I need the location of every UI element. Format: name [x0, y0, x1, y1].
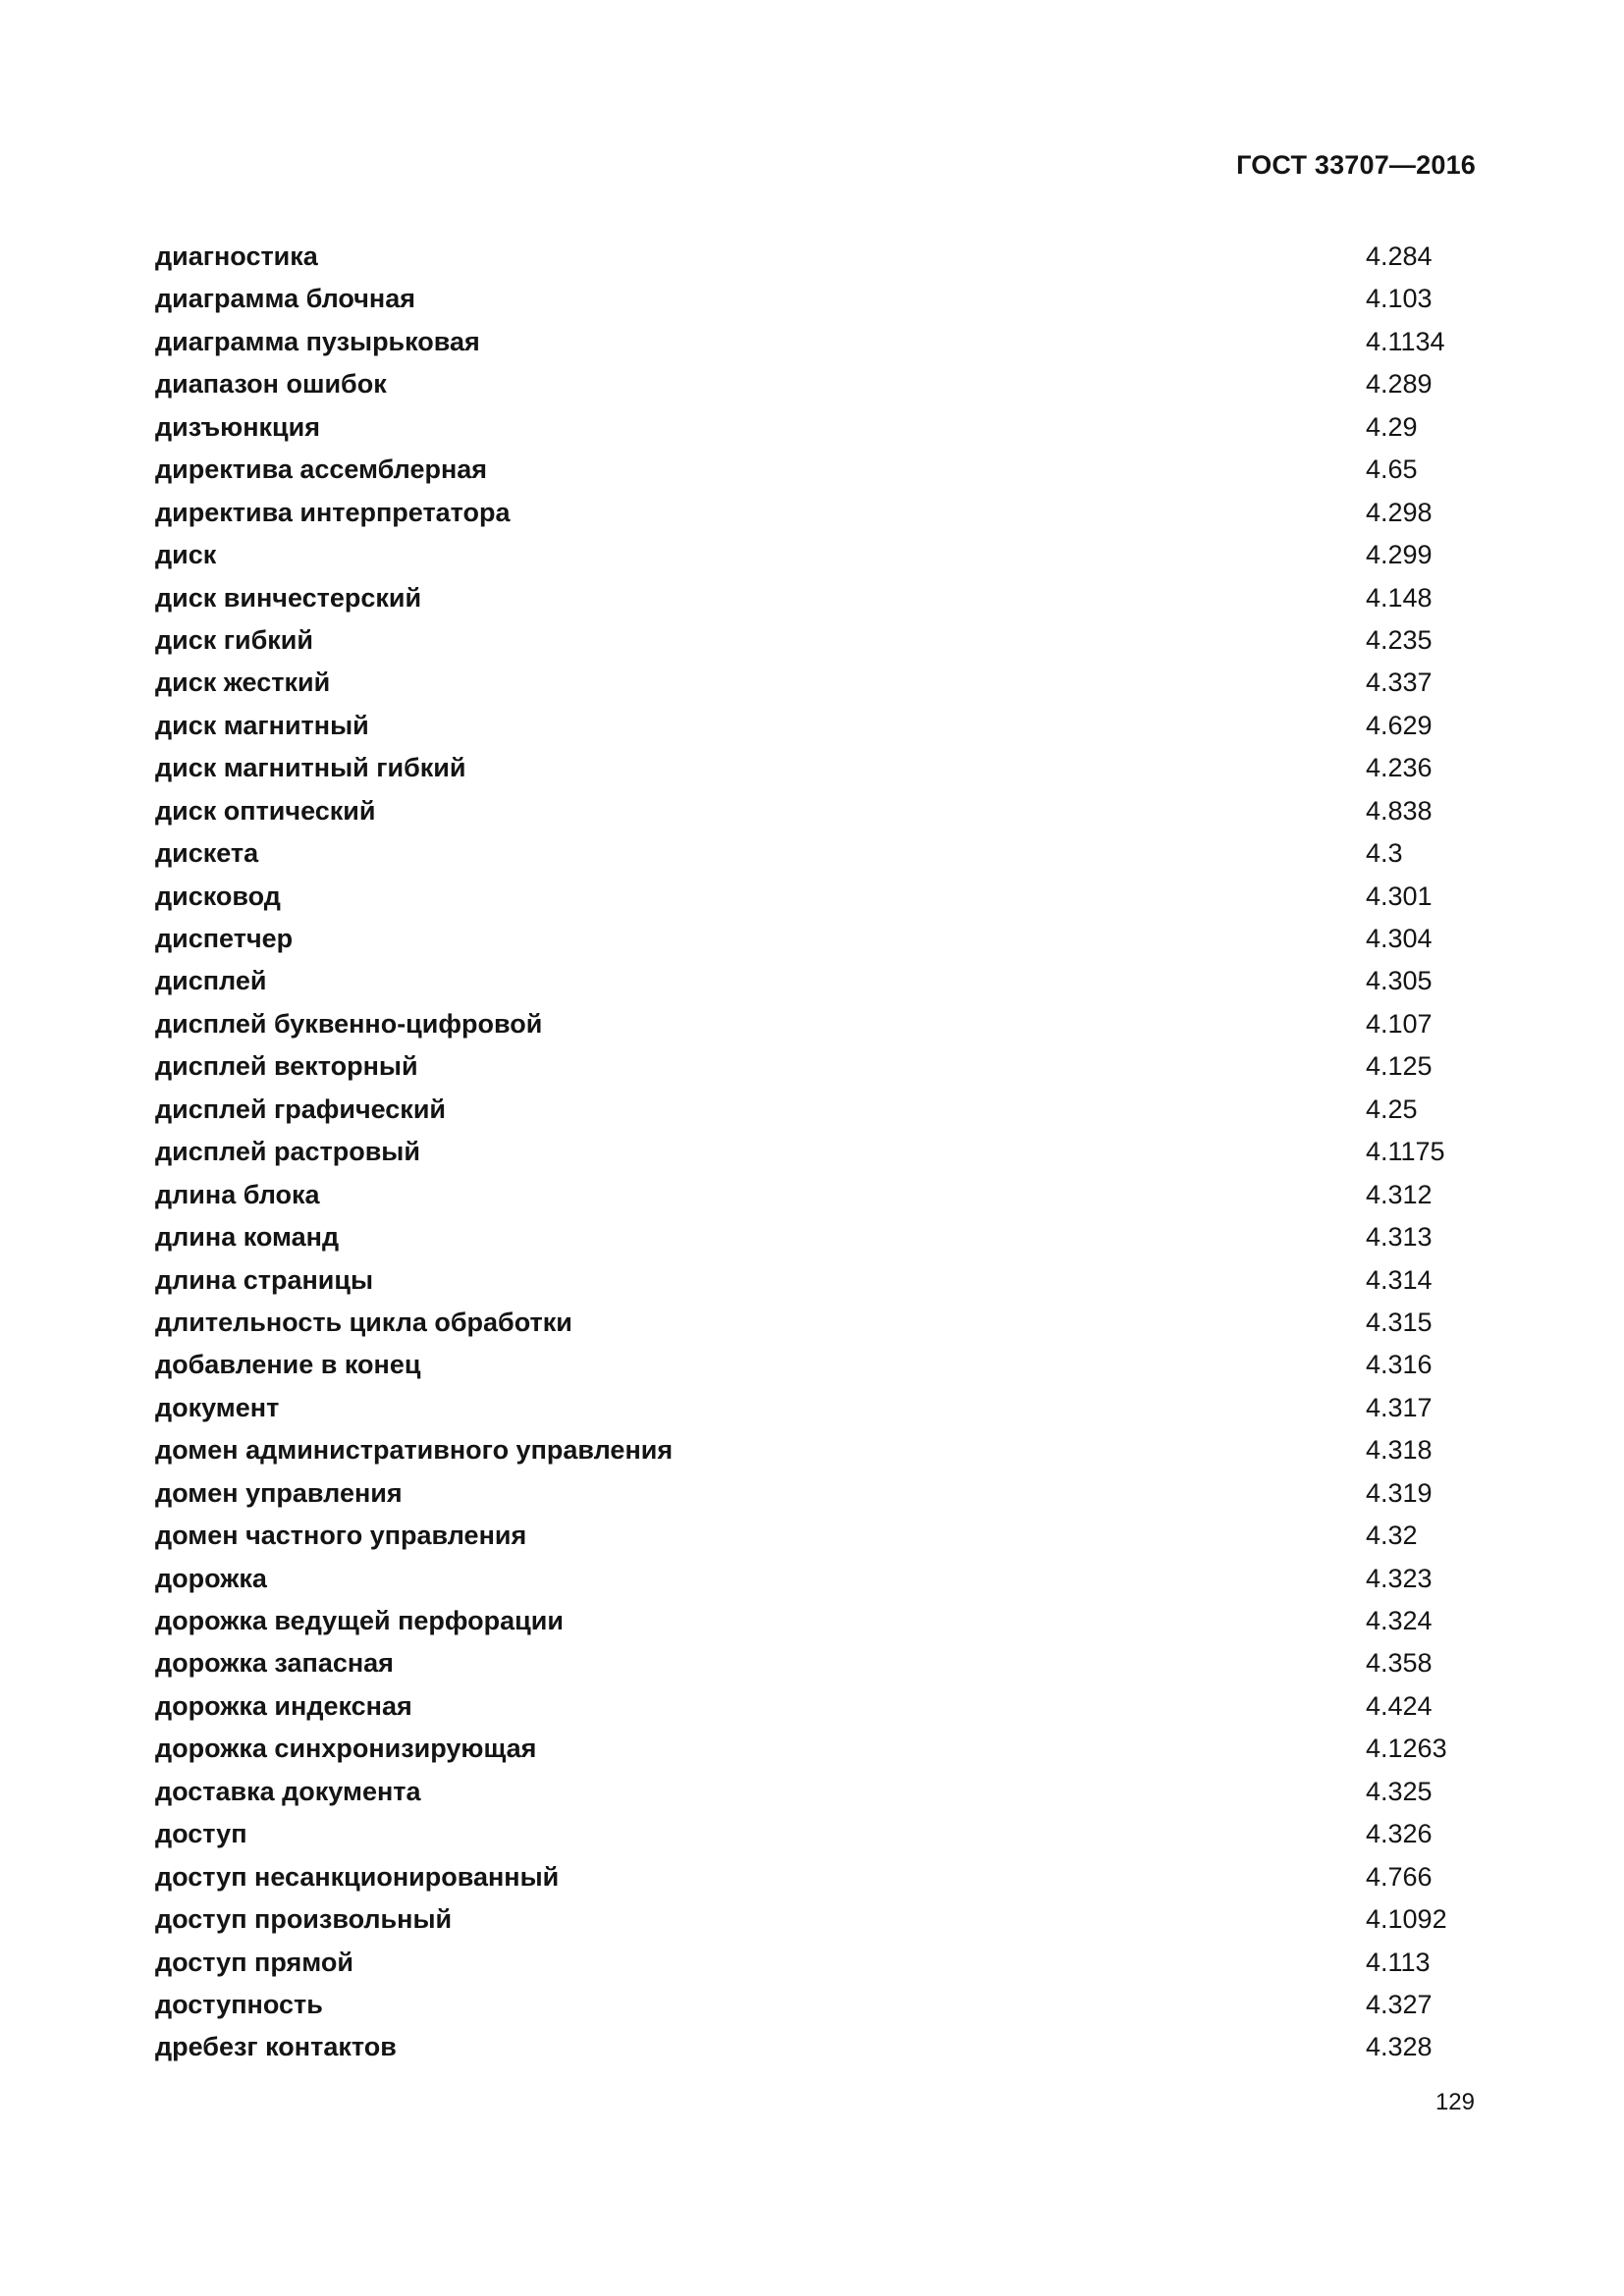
index-entry	[155, 278, 1490, 320]
index-entry	[155, 577, 1490, 619]
index-term: диапазон ошибок	[155, 369, 387, 400]
index-entry	[155, 1856, 1490, 1898]
index-term: диск магнитный гибкий	[155, 753, 466, 783]
index-entry	[155, 1429, 1490, 1471]
index-entry	[155, 1344, 1490, 1386]
index-term: добавление в конец	[155, 1350, 421, 1380]
index-term: диск	[155, 540, 217, 570]
index-entry	[155, 534, 1490, 576]
index-ref: 4.298	[1366, 497, 1433, 527]
index-entry	[155, 236, 1490, 278]
index-ref: 4.424	[1366, 1690, 1433, 1721]
index-ref: 4.29	[1366, 411, 1418, 442]
index-term: дорожка запасная	[155, 1648, 394, 1679]
index-term: диск жесткий	[155, 667, 331, 698]
index-entry	[155, 1131, 1490, 1173]
index-entry	[155, 1515, 1490, 1557]
index-entry	[155, 1813, 1490, 1855]
index-ref: 4.32	[1366, 1521, 1418, 1551]
index-entry	[155, 1898, 1490, 1941]
index-entry	[155, 747, 1490, 789]
index-ref: 4.3	[1366, 838, 1403, 869]
index-term: дребезг контактов	[155, 2032, 397, 2062]
index-ref: 4.148	[1366, 582, 1433, 613]
index-entry	[155, 1216, 1490, 1258]
index-term: дисковод	[155, 881, 281, 911]
index-term: длина блока	[155, 1179, 320, 1209]
index-term: диск гибкий	[155, 624, 313, 655]
index-entry	[155, 918, 1490, 960]
index-term: доступ несанкционированный	[155, 1861, 560, 1892]
index-term: домен управления	[155, 1477, 403, 1508]
index-entry	[155, 1174, 1490, 1216]
index-ref: 4.316	[1366, 1350, 1433, 1380]
index-entry	[155, 1728, 1490, 1770]
index-ref: 4.113	[1366, 1947, 1431, 1977]
index-ref: 4.319	[1366, 1477, 1433, 1508]
index-entry	[155, 449, 1490, 491]
index-entry	[155, 832, 1490, 875]
index-entry	[155, 1642, 1490, 1684]
index-term: дизъюнкция	[155, 411, 320, 442]
index-term: доступ	[155, 1819, 247, 1849]
index-term: длина страницы	[155, 1264, 374, 1295]
index-ref: 4.304	[1366, 924, 1433, 953]
index-term: диспетчер	[155, 924, 294, 953]
index-ref: 4.317	[1366, 1392, 1433, 1422]
index-term: доступ произвольный	[155, 1904, 453, 1935]
index-ref: 4.838	[1366, 795, 1433, 826]
index-entry	[155, 662, 1490, 704]
index-ref: 4.305	[1366, 966, 1433, 996]
index-entry	[155, 1089, 1490, 1131]
index-term: доставка документа	[155, 1776, 421, 1806]
index-term: диск винчестерский	[155, 582, 422, 613]
index-ref: 4.318	[1366, 1435, 1433, 1466]
index-entry	[155, 1387, 1490, 1429]
index-entry	[155, 1600, 1490, 1642]
document-header: ГОСТ 33707—2016	[1236, 150, 1476, 180]
index-ref: 4.315	[1366, 1307, 1433, 1337]
index-entry	[155, 321, 1490, 363]
index-term: дорожка индексная	[155, 1690, 412, 1721]
index-ref: 4.312	[1366, 1179, 1433, 1209]
index-ref: 4.125	[1366, 1051, 1433, 1082]
index-entry	[155, 1685, 1490, 1728]
index-term: дисплей	[155, 966, 267, 996]
index-entry	[155, 492, 1490, 534]
index-ref: 4.337	[1366, 667, 1433, 698]
index-ref: 4.314	[1366, 1264, 1433, 1295]
index-term: дорожка ведущей перфорации	[155, 1606, 564, 1635]
index-ref: 4.299	[1366, 540, 1433, 570]
index-entry	[155, 1472, 1490, 1515]
index-ref: 4.326	[1366, 1819, 1433, 1849]
index-term: дисплей буквенно-цифровой	[155, 1008, 543, 1039]
index-ref: 4.284	[1366, 241, 1433, 271]
index-ref: 4.323	[1366, 1563, 1433, 1593]
index-term: документ	[155, 1392, 280, 1422]
index-term: диагностика	[155, 241, 318, 271]
index-entry	[155, 1045, 1490, 1088]
index-term: доступ прямой	[155, 1947, 353, 1977]
index-ref: 4.358	[1366, 1648, 1433, 1679]
index-entry	[155, 1558, 1490, 1600]
index-entry	[155, 619, 1490, 662]
index-ref: 4.103	[1366, 284, 1433, 314]
index-term: длительность цикла обработки	[155, 1307, 572, 1337]
index-term: домен частного управления	[155, 1521, 527, 1551]
index-term: дисплей графический	[155, 1094, 447, 1124]
index-ref: 4.1134	[1366, 326, 1445, 356]
index-term: дорожка	[155, 1563, 267, 1593]
index-entry	[155, 1003, 1490, 1045]
index-entry	[155, 960, 1490, 1002]
index-entry	[155, 363, 1490, 405]
index-entry	[155, 1984, 1490, 2026]
index-ref: 4.236	[1366, 753, 1433, 783]
index-entry	[155, 1259, 1490, 1302]
index-entry	[155, 1942, 1490, 1984]
index-entry	[155, 2026, 1490, 2068]
index-ref: 4.629	[1366, 710, 1433, 740]
index-entry	[155, 790, 1490, 832]
index-ref: 4.1175	[1366, 1137, 1445, 1167]
index-term: длина команд	[155, 1222, 340, 1253]
index-entry	[155, 876, 1490, 918]
index-ref: 4.324	[1366, 1606, 1433, 1635]
index-ref: 4.289	[1366, 369, 1433, 400]
index-ref: 4.65	[1366, 454, 1418, 485]
index-ref: 4.766	[1366, 1861, 1433, 1892]
index-term: доступность	[155, 1989, 323, 2019]
index-term: директива интерпретатора	[155, 497, 511, 527]
index-ref: 4.107	[1366, 1008, 1433, 1039]
page-number: 129	[1435, 2089, 1475, 2115]
index-ref: 4.325	[1366, 1776, 1433, 1806]
index-term: дискета	[155, 838, 259, 869]
index-term: диск оптический	[155, 795, 376, 826]
index-ref: 4.327	[1366, 1989, 1433, 2019]
index-ref: 4.1092	[1366, 1904, 1447, 1935]
index-term: директива ассемблерная	[155, 454, 488, 485]
index-ref: 4.328	[1366, 2032, 1433, 2062]
index-term: диаграмма блочная	[155, 284, 415, 314]
index-term: домен административного управления	[155, 1435, 674, 1466]
index-ref: 4.1263	[1366, 1734, 1447, 1764]
index-term: дорожка синхронизирующая	[155, 1734, 537, 1764]
index-term: диск магнитный	[155, 710, 369, 740]
index-ref: 4.235	[1366, 624, 1433, 655]
index-entry	[155, 1771, 1490, 1813]
index-term: диаграмма пузырьковая	[155, 326, 480, 356]
index-entry	[155, 1302, 1490, 1344]
index-ref: 4.313	[1366, 1222, 1433, 1253]
index-term: дисплей векторный	[155, 1051, 418, 1082]
index-term: дисплей растровый	[155, 1137, 420, 1167]
index-entry	[155, 406, 1490, 449]
index-ref: 4.301	[1366, 881, 1433, 911]
index-ref: 4.25	[1366, 1094, 1418, 1124]
index-entry	[155, 705, 1490, 747]
term-index-list	[155, 236, 1490, 2069]
